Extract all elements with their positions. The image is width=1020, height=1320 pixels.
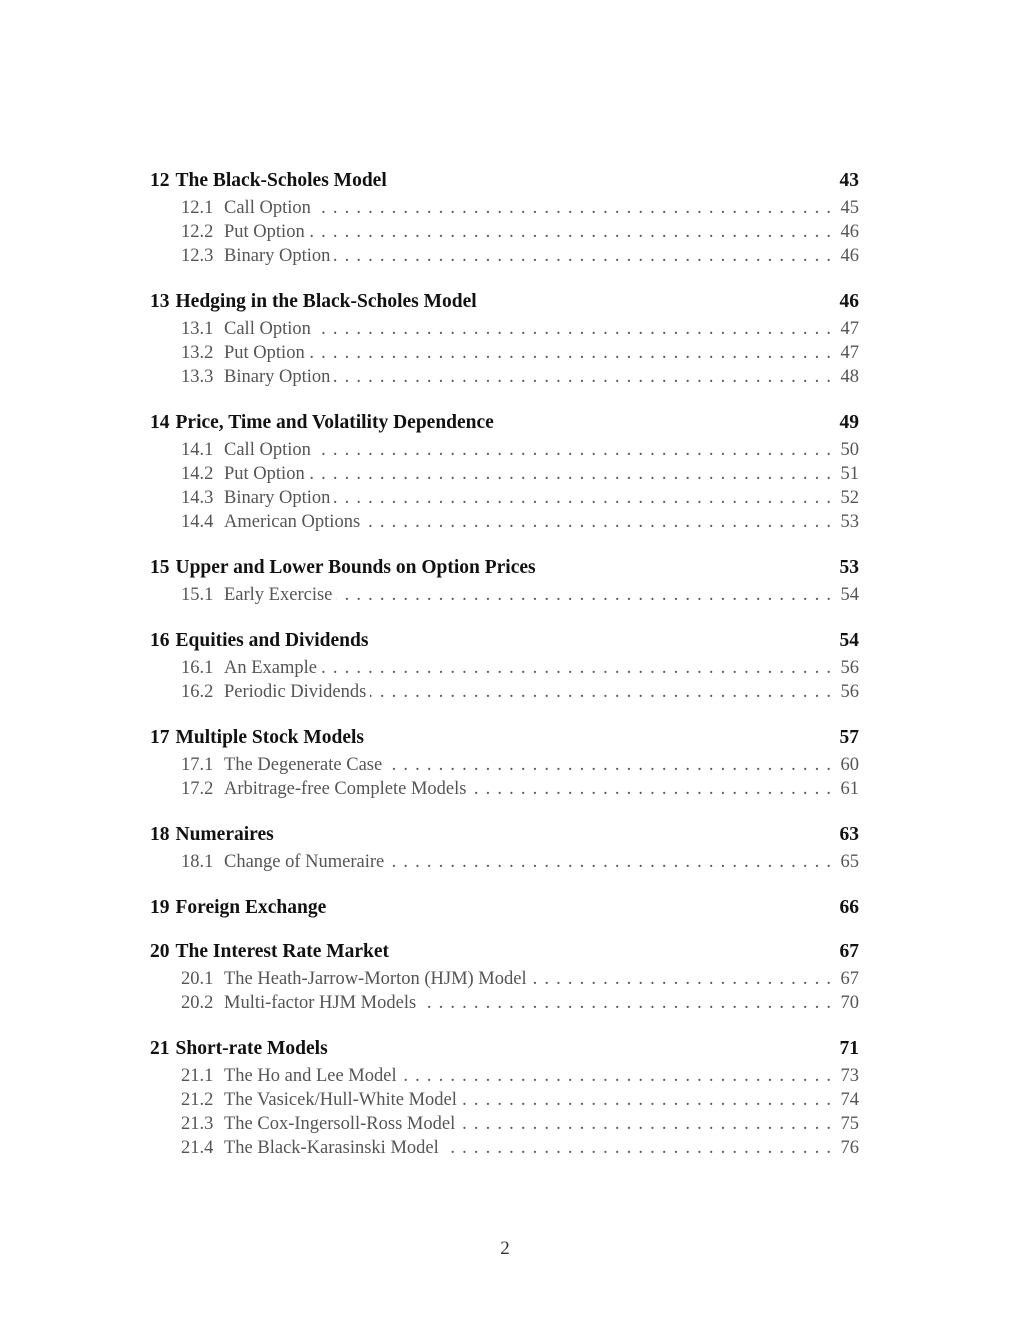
table-of-contents — [150, 166, 859, 1179]
toc-section-heading[interactable] — [150, 626, 859, 656]
subsection-number: 21.1 — [181, 1066, 214, 1086]
section-page: 63 — [839, 824, 859, 845]
section-number: 17 — [150, 727, 170, 748]
subsection-title: Call Option — [224, 198, 311, 218]
toc-subsection-entry[interactable] — [150, 583, 859, 607]
subsection-title: The Ho and Lee Model — [224, 1066, 397, 1086]
toc-subsection-entry[interactable] — [150, 438, 859, 462]
toc-subsection-entry[interactable] — [150, 341, 859, 365]
toc-subsection-entry[interactable] — [150, 365, 859, 389]
toc-subsection-entry[interactable] — [150, 777, 859, 801]
subsection-page: 75 — [840, 1114, 859, 1134]
toc-subsection-entry[interactable] — [150, 1064, 859, 1088]
subsection-number: 21.3 — [181, 1114, 214, 1134]
toc-subsection-entry[interactable] — [150, 220, 859, 244]
toc-section-heading[interactable] — [150, 408, 859, 438]
subsection-title: Binary Option — [224, 246, 331, 266]
subsection-number: 21.2 — [181, 1090, 214, 1110]
section-number: 18 — [150, 824, 170, 845]
dot-leader — [364, 510, 831, 534]
toc-subsection-entry[interactable] — [150, 850, 859, 874]
subsection-title: Put Option — [224, 464, 305, 484]
section-title: Multiple Stock Models — [175, 727, 364, 748]
section-number: 16 — [150, 630, 170, 651]
toc-section-heading[interactable] — [150, 1034, 859, 1064]
subsection-page: 48 — [840, 367, 859, 387]
subsection-page: 53 — [840, 512, 859, 532]
toc-section-heading[interactable] — [150, 723, 859, 753]
dot-leader — [309, 341, 831, 365]
subsection-number: 13.1 — [181, 319, 214, 339]
subsection-number: 14.3 — [181, 488, 214, 508]
toc-subsection-entry[interactable] — [150, 462, 859, 486]
toc-section-15 — [150, 553, 859, 607]
subsection-number: 21.4 — [181, 1138, 214, 1158]
section-title: The Black-Scholes Model — [175, 170, 387, 191]
dot-leader — [315, 196, 831, 220]
subsection-page: 65 — [840, 852, 859, 872]
dot-leader — [334, 365, 831, 389]
subsection-page: 52 — [840, 488, 859, 508]
subsection-number: 13.2 — [181, 343, 214, 363]
subsection-page: 46 — [840, 246, 859, 266]
subsection-number: 15.1 — [181, 585, 214, 605]
toc-section-heading[interactable] — [150, 893, 859, 923]
section-title: Numeraires — [175, 824, 274, 845]
subsection-page: 73 — [840, 1066, 859, 1086]
subsection-title: The Vasicek/Hull-White Model — [224, 1090, 457, 1110]
subsection-title: Call Option — [224, 319, 311, 339]
subsection-title: The Heath-Jarrow-Morton (HJM) Model — [224, 969, 527, 989]
dot-leader — [461, 1088, 831, 1112]
toc-section-heading[interactable] — [150, 166, 859, 196]
subsection-title: The Black-Karasinski Model — [224, 1138, 439, 1158]
subsection-page: 61 — [840, 779, 859, 799]
section-page: 53 — [839, 557, 859, 578]
dot-leader — [388, 850, 831, 874]
dot-leader — [336, 583, 831, 607]
dot-leader — [334, 486, 831, 510]
subsection-page: 47 — [840, 319, 859, 339]
dot-leader — [309, 462, 831, 486]
section-page: 49 — [839, 412, 859, 433]
section-page: 46 — [839, 291, 859, 312]
section-number: 20 — [150, 941, 170, 962]
toc-section-13 — [150, 287, 859, 389]
dot-leader — [386, 753, 831, 777]
subsection-number: 16.2 — [181, 682, 214, 702]
toc-section-17 — [150, 723, 859, 801]
toc-subsection-entry[interactable] — [150, 656, 859, 680]
dot-leader — [459, 1112, 831, 1136]
subsection-title: Change of Numeraire — [224, 852, 385, 872]
subsection-number: 12.2 — [181, 222, 214, 242]
section-number: 13 — [150, 291, 170, 312]
toc-section-14 — [150, 408, 859, 534]
section-title: The Interest Rate Market — [175, 941, 390, 962]
dot-leader — [470, 777, 831, 801]
toc-section-heading[interactable] — [150, 937, 859, 967]
toc-subsection-entry[interactable] — [150, 486, 859, 510]
subsection-title: Early Exercise — [224, 585, 333, 605]
subsection-number: 14.1 — [181, 440, 214, 460]
toc-section-12 — [150, 166, 859, 268]
dot-leader — [315, 317, 831, 341]
toc-section-20 — [150, 937, 859, 1015]
section-title: Short-rate Models — [175, 1038, 328, 1059]
subsection-title: Call Option — [224, 440, 311, 460]
section-page: 43 — [839, 170, 859, 191]
subsection-number: 14.4 — [181, 512, 214, 532]
section-page: 57 — [839, 727, 859, 748]
toc-subsection-entry[interactable] — [150, 317, 859, 341]
subsection-page: 56 — [840, 682, 859, 702]
subsection-title: Binary Option — [224, 488, 331, 508]
subsection-page: 51 — [840, 464, 859, 484]
subsection-page: 54 — [840, 585, 859, 605]
section-title: Equities and Dividends — [175, 630, 369, 651]
section-page: 66 — [839, 897, 859, 918]
toc-subsection-entry[interactable] — [150, 1136, 859, 1160]
dot-leader — [309, 220, 831, 244]
section-number: 12 — [150, 170, 170, 191]
subsection-number: 20.1 — [181, 969, 214, 989]
subsection-title: Put Option — [224, 222, 305, 242]
subsection-page: 60 — [840, 755, 859, 775]
subsection-title: Binary Option — [224, 367, 331, 387]
subsection-title: The Cox-Ingersoll-Ross Model — [224, 1114, 456, 1134]
toc-subsection-entry[interactable] — [150, 510, 859, 534]
dot-leader — [420, 991, 831, 1015]
subsection-title: Arbitrage-free Complete Models — [224, 779, 467, 799]
toc-subsection-entry[interactable] — [150, 753, 859, 777]
subsection-page: 67 — [840, 969, 859, 989]
subsection-title: Put Option — [224, 343, 305, 363]
subsection-page: 70 — [840, 993, 859, 1013]
toc-section-heading[interactable] — [150, 820, 859, 850]
dot-leader — [334, 244, 831, 268]
subsection-number: 18.1 — [181, 852, 214, 872]
dot-leader — [370, 680, 831, 704]
subsection-number: 14.2 — [181, 464, 214, 484]
page-number: 2 — [500, 1238, 510, 1259]
section-number: 21 — [150, 1038, 170, 1059]
subsection-page: 56 — [840, 658, 859, 678]
section-number: 14 — [150, 412, 170, 433]
subsection-number: 16.1 — [181, 658, 214, 678]
toc-subsection-entry[interactable] — [150, 991, 859, 1015]
subsection-number: 12.1 — [181, 198, 214, 218]
subsection-title: Multi-factor HJM Models — [224, 993, 417, 1013]
toc-subsection-entry[interactable] — [150, 1088, 859, 1112]
subsection-number: 20.2 — [181, 993, 214, 1013]
subsection-page: 50 — [840, 440, 859, 460]
toc-subsection-entry[interactable] — [150, 244, 859, 268]
section-page: 71 — [839, 1038, 859, 1059]
dot-leader — [321, 656, 831, 680]
dot-leader — [443, 1136, 831, 1160]
subsection-page: 45 — [840, 198, 859, 218]
section-title: Foreign Exchange — [175, 897, 327, 918]
toc-section-18 — [150, 820, 859, 874]
subsection-title: American Options — [224, 512, 361, 532]
section-page: 67 — [839, 941, 859, 962]
dot-leader — [401, 1064, 831, 1088]
section-number: 15 — [150, 557, 170, 578]
subsection-page: 47 — [840, 343, 859, 363]
toc-subsection-entry[interactable] — [150, 967, 859, 991]
toc-section-heading[interactable] — [150, 287, 859, 317]
section-title: Hedging in the Black-Scholes Model — [175, 291, 477, 312]
dot-leader — [315, 438, 831, 462]
subsection-page: 46 — [840, 222, 859, 242]
subsection-title: Periodic Dividends — [224, 682, 367, 702]
subsection-number: 17.1 — [181, 755, 214, 775]
section-number: 19 — [150, 897, 170, 918]
toc-subsection-entry[interactable] — [150, 680, 859, 704]
toc-subsection-entry[interactable] — [150, 196, 859, 220]
section-title: Price, Time and Volatility Dependence — [175, 412, 494, 433]
section-page: 54 — [839, 630, 859, 651]
toc-section-21 — [150, 1034, 859, 1160]
toc-subsection-entry[interactable] — [150, 1112, 859, 1136]
toc-section-19 — [150, 893, 859, 923]
subsection-page: 76 — [840, 1138, 859, 1158]
subsection-title: An Example — [224, 658, 317, 678]
subsection-number: 17.2 — [181, 779, 214, 799]
toc-section-heading[interactable] — [150, 553, 859, 583]
toc-section-16 — [150, 626, 859, 704]
dot-leader — [531, 967, 831, 991]
subsection-page: 74 — [840, 1090, 859, 1110]
subsection-title: The Degenerate Case — [224, 755, 383, 775]
subsection-number: 12.3 — [181, 246, 214, 266]
subsection-number: 13.3 — [181, 367, 214, 387]
section-title: Upper and Lower Bounds on Option Prices — [175, 557, 536, 578]
